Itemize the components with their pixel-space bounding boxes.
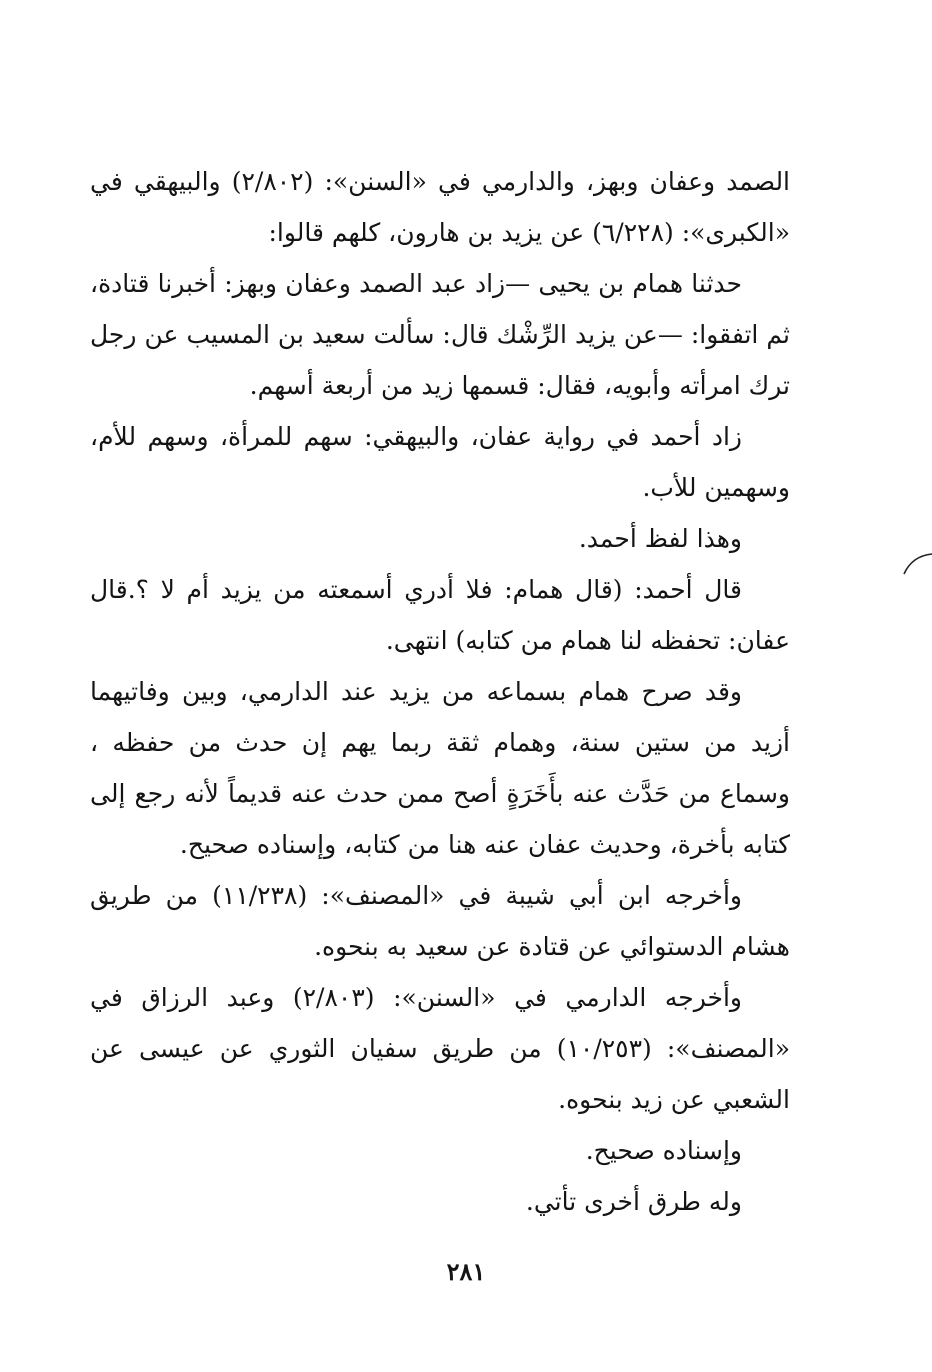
page-number: ٢٨١ (446, 1257, 486, 1286)
paragraph-5: قال أحمد: (قال همام: فلا أدري أسمعته من يزيد أم لا ؟.قال عفان: تحفظه لنا همام من كتابه) انتهى. (90, 575, 790, 655)
body-text (90, 156, 790, 1227)
paragraph-7: وأخرجه ابن أبي شيبة في «المصنف»: (١١/٢٣٨) من طريق هشام الدستوائي عن قتادة عن سعيد به بنحوه. (90, 881, 790, 961)
paragraph-10: وله طرق أخرى تأتي. (525, 1187, 742, 1216)
paragraph-9: وإسناده صحيح. (585, 1136, 742, 1165)
paragraph-3: زاد أحمد في رواية عفان، والبيهقي: سهم للمرأة، وسهم للأم، وسهمين للأب. (90, 422, 790, 502)
paragraph-1: الصمد وعفان وبهز، والدارمي في «السنن»: (٢/٨٠٢) والبيهقي في «الكبرى»: (٦/٢٢٨) عن يزيد بن هارون، كلهم قالوا: (90, 167, 791, 247)
paragraph-6: وقد صرح همام بسماعه من يزيد عند الدارمي، وبين وفاتيهما أزيد من ستين سنة، وهمام ثقة ربما يهم إن حدث من حفظه ، وسماع من حَدَّث عنه بأَخَرَةٍ أصح ممن حدث عنه قديماً لأنه رجع إلى كتابه بأخرة، وحديث عفان عنه هنا من كتابه، وإسناده صحيح. (90, 677, 790, 859)
margin-arc-mark (896, 548, 932, 588)
paragraph-8: وأخرجه الدارمي في «السنن»: (٢/٨٠٣) وعبد الرزاق في «المصنف»: (١٠/٢٥٣) من طريق سفيان الثوري عن عيسى عن الشعبي عن زيد بنحوه. (90, 983, 790, 1114)
paragraph-4: وهذا لفظ أحمد. (578, 524, 742, 553)
paragraph-2: حدثنا همام بن يحيى —زاد عبد الصمد وعفان وبهز: أخبرنا قتادة، ثم اتفقوا: —عن يزيد الرِّشْك قال: سألت سعيد بن المسيب عن رجل ترك امرأته وأبويه، فقال: قسمها زيد من أربعة أسهم. (90, 269, 790, 400)
